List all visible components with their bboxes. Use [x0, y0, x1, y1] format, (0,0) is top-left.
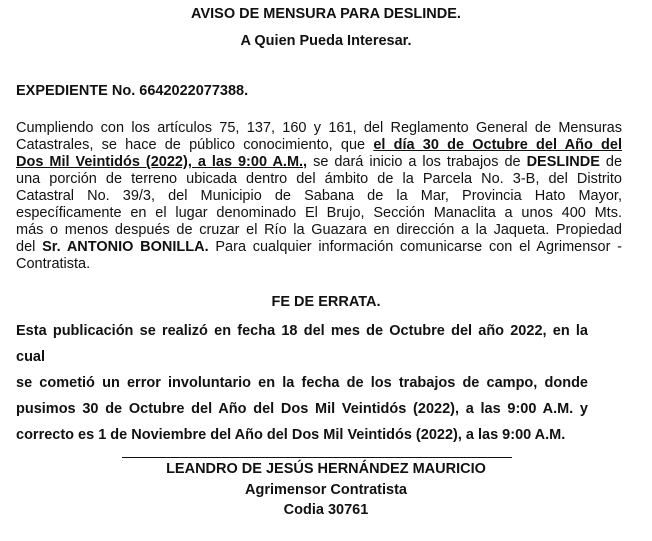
owner-name: Sr. ANTONIO BONILLA.: [42, 239, 209, 255]
body-text: de: [599, 154, 623, 170]
deslinde-keyword: DESLINDE: [526, 154, 600, 170]
body-line-3: [16, 154, 622, 171]
errata-line-2: se cometió un error involuntario en la fecha de los trabajos de campo, donde: [16, 375, 588, 391]
body-line-4: una porción de terreno ubicada dentro del ámbito de la Parcela No. 3-B, del Distrito: [16, 171, 622, 187]
notice-title: AVISO DE MENSURA PARA DESLINDE.: [191, 6, 461, 22]
scheduled-time: Dos Mil Veintidós (2022), a las 9:00 A.M.,: [16, 154, 308, 170]
body-text: del: [16, 239, 43, 255]
body-line-7: más o menos después de cruzar el Río la Guazara en dirección a la Jaqueta. Propiedad: [16, 222, 622, 238]
signer-codia: Codia 30761: [283, 502, 369, 518]
body-line-8: [16, 239, 622, 256]
signer-role: Agrimensor Contratista: [245, 482, 407, 498]
body-line-5: Catastral No. 39/3, del Municipio de Sabana de la Mar, Provincia Hato Mayor,: [16, 188, 622, 204]
errata-body: [16, 318, 588, 448]
body-line-2: [16, 137, 622, 154]
notice-subtitle: A Quien Pueda Interesar.: [240, 33, 412, 49]
errata-title: FE DE ERRATA.: [271, 294, 381, 310]
signature-line: [122, 457, 512, 458]
body-line-6: específicamente en el lugar denominado El Brujo, Sección Manaclita a unos 400 Mts.: [16, 205, 622, 221]
errata-line-4: correcto es 1 de Noviembre del Año del Dos Mil Veintidós (2022), a las 9:00 A.M.: [16, 427, 566, 443]
expediente-number: EXPEDIENTE No. 6642022077388.: [16, 83, 249, 99]
errata-line-3: pusimos 30 de Octubre del Año del Dos Mil Veintidós (2022), a las 9:00 A.M. y: [16, 401, 588, 417]
body-text: se dará inicio a los trabajos de: [307, 154, 527, 170]
errata-line-1: Esta publicación se realizó en fecha 18 del mes de Octubre del año 2022, en la cual: [16, 323, 588, 365]
body-text: Catastrales, se hace de público conocimiento, que: [16, 137, 374, 153]
body-text: Para cualquier información comunicarse con el Agrimensor -: [208, 239, 622, 255]
scheduled-date: el día 30 de Octubre del Año del: [373, 137, 622, 153]
notice-body: [16, 120, 622, 273]
signer-name: LEANDRO DE JESÚS HERNÁNDEZ MAURICIO: [166, 461, 486, 477]
body-line-9: Contratista.: [16, 256, 91, 272]
body-line-1: Cumpliendo con los artículos 75, 137, 160 y 161, del Reglamento General de Mensuras: [16, 120, 622, 136]
